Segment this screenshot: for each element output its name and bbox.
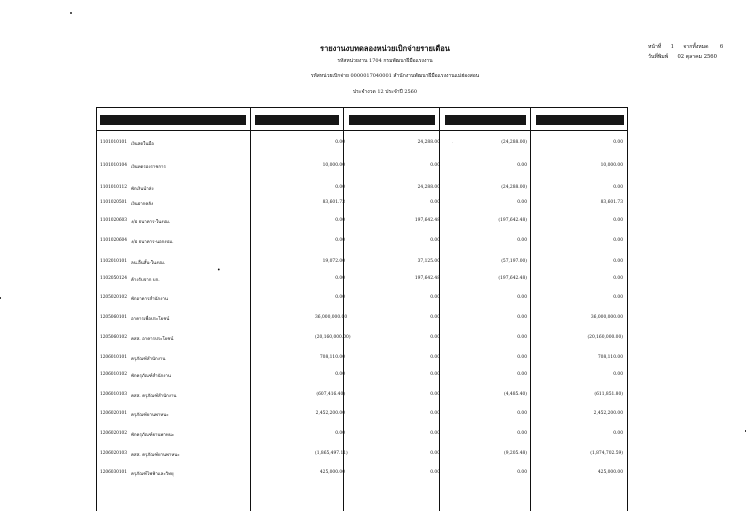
scan-speck (0, 297, 1, 299)
closing-balance: 0.00 (613, 295, 623, 300)
closing-balance: 83,601.73 (600, 200, 623, 205)
account-name: พักครุภัณฑ์สำนักงาน (131, 374, 171, 379)
account-code: 1101010112 (100, 185, 127, 190)
credit-amount: 0.00 (517, 411, 527, 416)
closing-balance: 0.00 (613, 140, 623, 145)
table-row (97, 183, 627, 193)
debit-amount: 0.00 (430, 451, 440, 456)
print-date-label: วันที่พิมพ์ (648, 54, 669, 60)
closing-balance: 0.00 (613, 276, 623, 281)
debit-amount: 0.00 (430, 470, 440, 475)
table-row (97, 370, 627, 380)
account-name: ค้างรับจาก บก. (131, 278, 160, 283)
table-row (97, 257, 627, 267)
account-name: พักอาคารสำนักงาน (131, 297, 168, 302)
table-row (97, 161, 627, 171)
table-row (97, 333, 627, 343)
account-code: 1205060101 (100, 315, 127, 320)
account-name: อาคารเพื่อประโยชน์ (131, 317, 170, 322)
table-row (97, 468, 627, 478)
account-name: ครุภัณฑ์ยานพาหนะ (131, 413, 169, 418)
debit-amount: 24,288.00 (417, 140, 440, 145)
account-code: 1206020103 (100, 451, 127, 456)
credit-amount: 0.00 (517, 200, 527, 205)
account-name: ลน.อื่นสั้น-ในงปม. (131, 261, 166, 266)
table-row (97, 390, 627, 400)
debit-amount: 0.00 (430, 238, 440, 243)
debit-amount: 197,642.48 (414, 218, 440, 223)
debit-amount: 0.00 (430, 411, 440, 416)
opening-balance: 2,452,200.00 (315, 411, 345, 416)
account-name: เงินทดรองราชการ (131, 165, 166, 170)
debit-amount: 24,288.00 (417, 185, 440, 190)
opening-balance: (607,416.40) (316, 392, 345, 397)
account-code: 1206010103 (100, 392, 127, 397)
account-name: ง/ฝ ธนาคาร-ในงปม. (131, 220, 171, 225)
opening-balance: 0.00 (335, 295, 345, 300)
opening-balance: 0.00 (335, 185, 345, 190)
header-bar-credit (445, 115, 526, 125)
credit-amount: 0.00 (517, 431, 527, 436)
table-row (97, 293, 627, 303)
ink-mark: • (217, 267, 221, 274)
table-row (97, 353, 627, 363)
closing-balance: 10,000.00 (600, 163, 623, 168)
scan-speck (745, 430, 746, 432)
account-code: 1101020604 (100, 238, 127, 243)
debit-amount: 0.00 (430, 163, 440, 168)
opening-balance: 36,000,000.00 (315, 315, 348, 320)
credit-amount: (197,642.48) (498, 276, 527, 281)
opening-balance: 425,000.00 (319, 470, 345, 475)
closing-balance: 0.00 (613, 372, 623, 377)
closing-balance: 0.00 (613, 218, 623, 223)
account-name: เงินฝากคลัง (131, 202, 154, 207)
account-name: คสส. ครุภัณฑ์สำนักงาน (131, 394, 177, 399)
account-code: 1101020603 (100, 218, 127, 223)
header-rule (97, 130, 627, 131)
scan-speck (70, 12, 72, 14)
account-name: ครุภัณฑ์ไฟฟ้าและวิทยุ (131, 472, 174, 477)
credit-amount: 0.00 (517, 238, 527, 243)
opening-balance: 0.00 (335, 431, 345, 436)
opening-balance: (20,160,000.00) (315, 335, 351, 340)
table-row (97, 313, 627, 323)
account-name: พักเงินนำส่ง (131, 187, 154, 192)
debit-amount: 0.00 (430, 355, 440, 360)
opening-balance: 708,110.00 (319, 355, 345, 360)
closing-balance: 708,110.00 (597, 355, 623, 360)
account-code: 1205020102 (100, 295, 127, 300)
table-row (97, 216, 627, 226)
debit-amount: 37,125.00 (417, 259, 440, 264)
table-row (97, 138, 627, 148)
debit-amount: 0.00 (430, 392, 440, 397)
unit-line: รหัสหน่วยเบิกจ่าย 0000017040001 สำนักงานพัฒนาฝีมือแรงงานแม่ฮ่องสอน (310, 73, 480, 79)
opening-balance: 0.00 (335, 372, 345, 377)
period-line: ประจำงวด 12 ประจำปี 2560 (352, 89, 418, 95)
debit-amount: 0.00 (430, 372, 440, 377)
table-row (97, 429, 627, 439)
opening-balance: 0.00 (335, 276, 345, 281)
account-code: 1206030101 (100, 470, 127, 475)
total-label: จากทั้งหมด (683, 44, 709, 50)
account-code: 1101020501 (100, 200, 127, 205)
closing-balance: (611,851.80) (594, 392, 623, 397)
credit-amount: 0.00 (517, 470, 527, 475)
opening-balance: 0.00 (335, 140, 345, 145)
total-pages: 6 (719, 44, 724, 50)
page-indicator (648, 43, 723, 51)
account-name: คสส. ครุภัณฑ์ยานพาหนะ (131, 453, 180, 458)
table-row (97, 409, 627, 419)
debit-amount: 0.00 (430, 431, 440, 436)
account-name: คสส. อาคารประโยชน์ (131, 337, 174, 342)
credit-amount: 0.00 (517, 355, 527, 360)
credit-amount: (197,642.48) (498, 218, 527, 223)
account-code: 1101010101 (100, 140, 127, 145)
debit-amount: 197,642.48 (414, 276, 440, 281)
credit-amount: 0.00 (517, 335, 527, 340)
account-code: 1102010101 (100, 259, 127, 264)
opening-balance: 10,000.00 (322, 163, 345, 168)
closing-balance: 0.00 (613, 238, 623, 243)
closing-balance: 2,452,200.00 (593, 411, 623, 416)
credit-amount: 0.00 (517, 295, 527, 300)
account-code: 1206020102 (100, 431, 127, 436)
closing-balance: 0.00 (613, 431, 623, 436)
closing-balance: (1,874,702.59) (590, 451, 623, 456)
table-row (97, 274, 627, 284)
credit-amount: 0.00 (517, 372, 527, 377)
closing-balance: (20,160,000.00) (587, 335, 623, 340)
opening-balance: 19,072.00 (322, 259, 345, 264)
header-bar-account (100, 115, 246, 125)
account-name: ครุภัณฑ์สำนักงาน (131, 357, 166, 362)
account-code: 1101010104 (100, 163, 127, 168)
account-code: 1206010101 (100, 355, 127, 360)
closing-balance: 0.00 (613, 185, 623, 190)
credit-amount: (57,197.00) (501, 259, 527, 264)
credit-amount: (24,288.00) (501, 185, 527, 190)
page-number: 1 (670, 44, 674, 50)
ink-mark: · (452, 140, 454, 145)
account-name: เงินสดในมือ (131, 142, 154, 147)
trial-balance-table (96, 107, 628, 511)
credit-amount: (24,288.00) (501, 140, 527, 145)
closing-balance: 425,000.00 (597, 470, 623, 475)
department-line: รหัสหน่วยงาน 1704 กรมพัฒนาฝีมือแรงงาน (337, 58, 433, 64)
account-code: 1102050124 (100, 276, 127, 281)
credit-amount: (4,485.40) (504, 392, 527, 397)
debit-amount: 0.00 (430, 295, 440, 300)
opening-balance: (1,865,497.11) (315, 451, 348, 456)
print-date-line (648, 53, 717, 61)
account-name: พักครุภัณฑ์ยานพาหนะ (131, 433, 175, 438)
credit-amount: 0.00 (517, 163, 527, 168)
header-bar-closing (536, 115, 624, 125)
opening-balance: 0.00 (335, 238, 345, 243)
account-name: ง/ฝ ธนาคาร-นอกงปม. (131, 240, 174, 245)
opening-balance: 83,601.73 (322, 200, 345, 205)
credit-amount: (9,205.48) (504, 451, 527, 456)
credit-amount: 0.00 (517, 315, 527, 320)
debit-amount: 0.00 (430, 200, 440, 205)
header-bar-opening (255, 115, 339, 125)
header-bar-debit (349, 115, 435, 125)
table-row (97, 236, 627, 246)
account-code: 1206010102 (100, 372, 127, 377)
opening-balance: 0.00 (335, 218, 345, 223)
report-title: รายงานงบทดลองหน่วยเบิกจ่ายรายเดือน (320, 44, 450, 53)
account-code: 1206020101 (100, 411, 127, 416)
account-code: 1205060102 (100, 335, 127, 340)
table-row (97, 449, 627, 459)
debit-amount: 0.00 (430, 315, 440, 320)
debit-amount: 0.00 (430, 335, 440, 340)
table-row (97, 198, 627, 208)
page-label: หน้าที่ (648, 44, 662, 50)
closing-balance: 0.00 (613, 259, 623, 264)
print-date: 02 ตุลาคม 2560 (677, 54, 717, 60)
closing-balance: 36,000,000.00 (590, 315, 623, 320)
